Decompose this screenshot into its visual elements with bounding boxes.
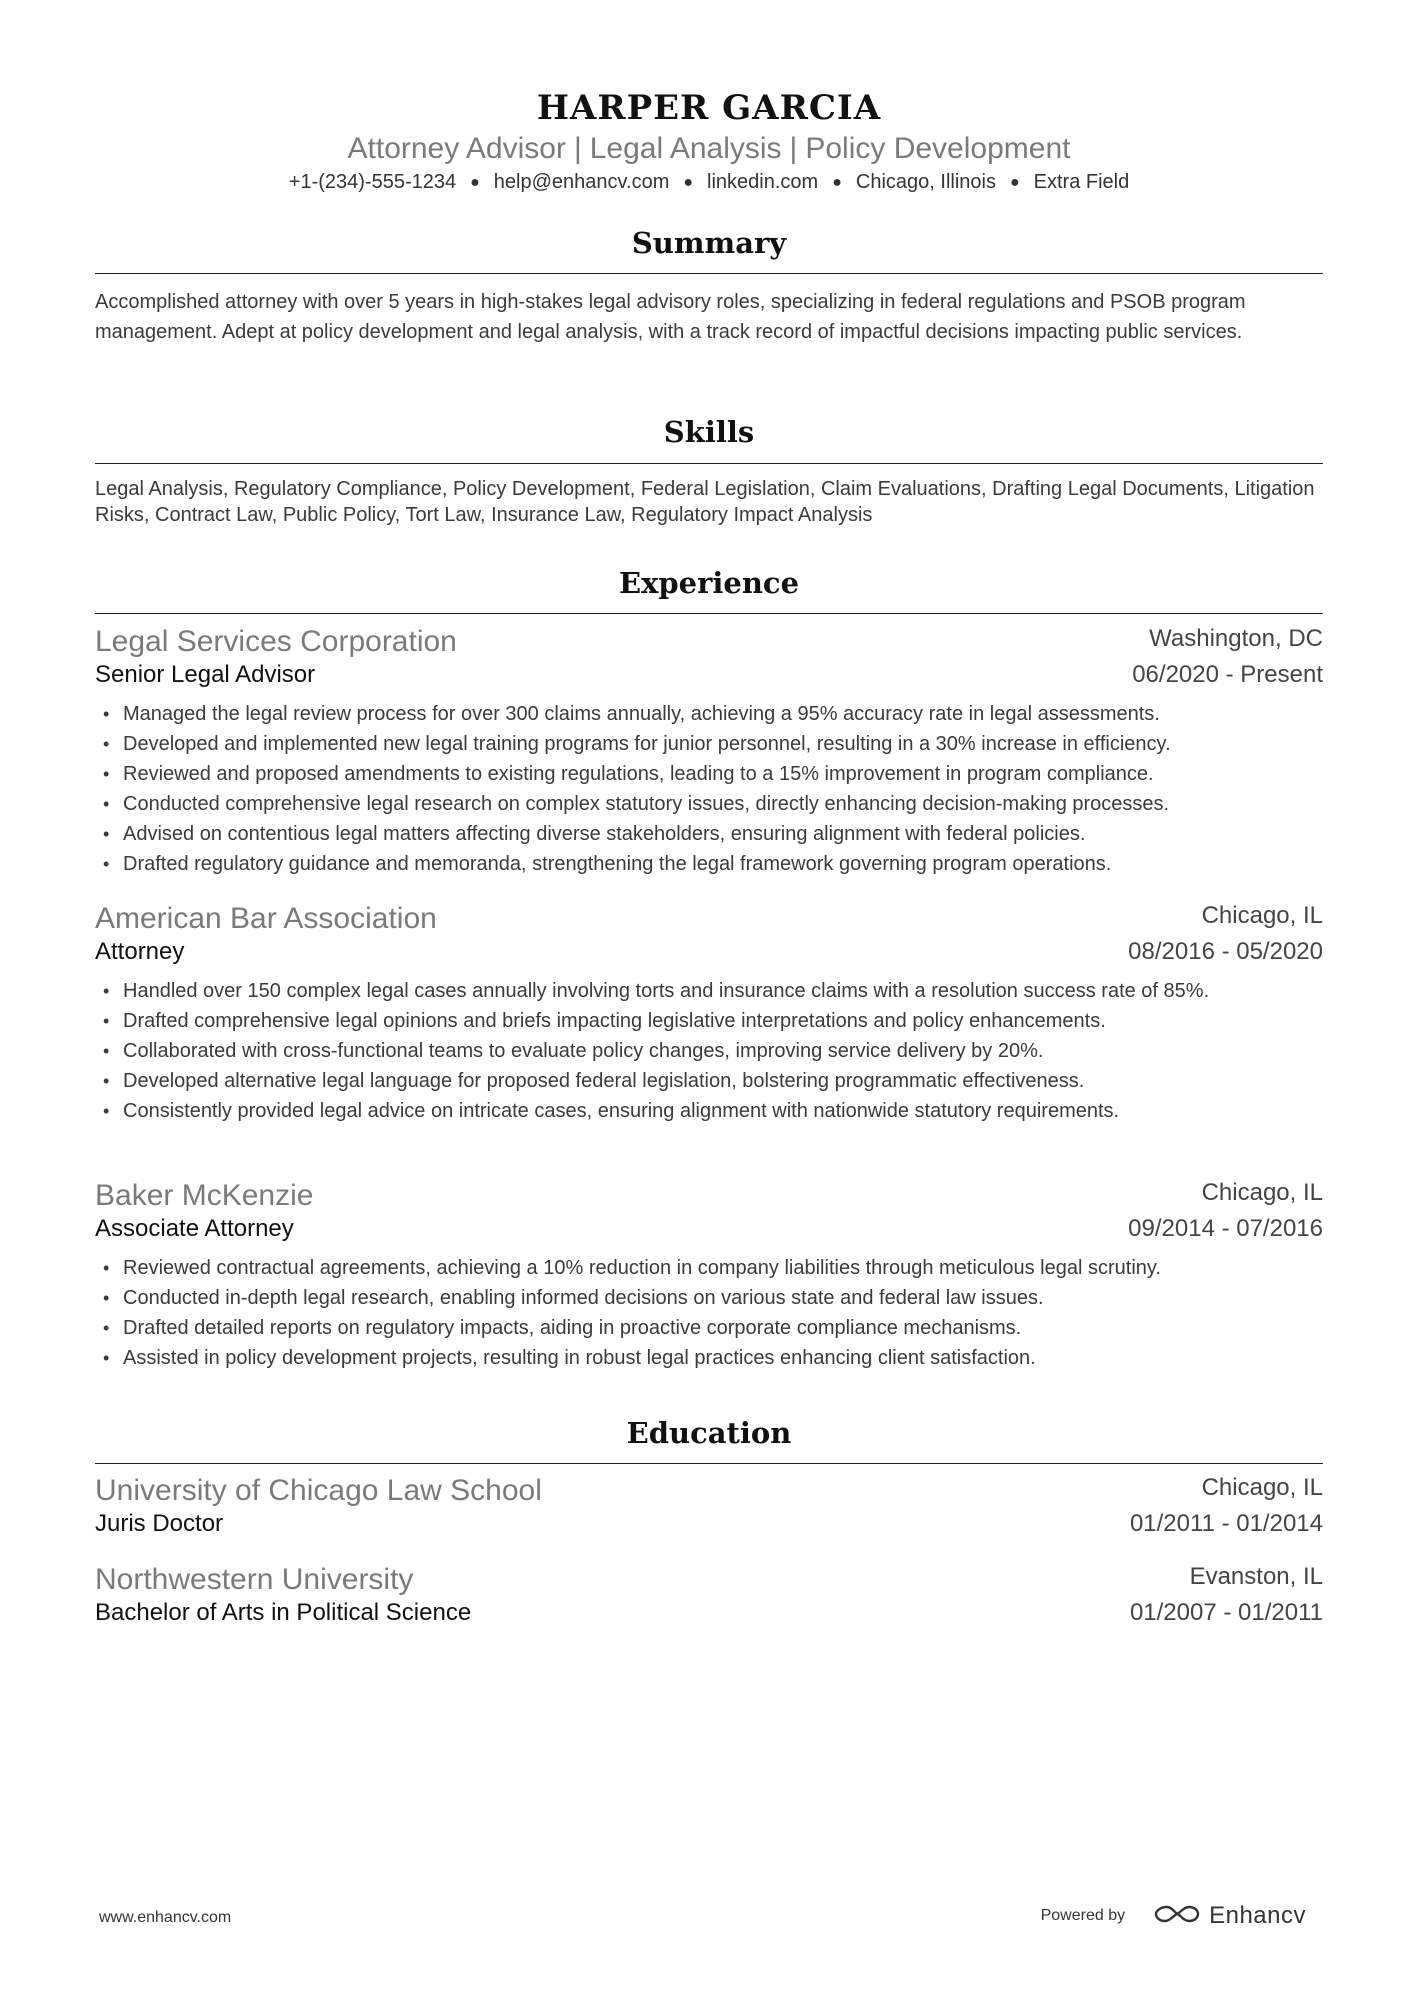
bullet-separator-icon: ● (832, 174, 842, 191)
skills-text: Legal Analysis, Regulatory Compliance, Policy Development, Federal Legislation, Claim Evaluations, Drafting Legal Documents, Litigation Risks, Contract Law, Public Policy, Tort Law, Insurance Law, Regulatory Impact Analysis (95, 478, 1315, 526)
list-item: • Drafted regulatory guidance and memoranda, strengthening the legal framework governing program operations. (95, 849, 1323, 879)
summary-text: Accomplished attorney with over 5 years in high-stakes legal advisory roles, specializing in federal regulations and PSOB program management. Adept at policy development and legal analysis, with a track record of impactful decisions impacting public services. (95, 291, 1246, 343)
headline-title-3: Policy Development (805, 132, 1071, 165)
brand-name: Enhancv (1209, 1902, 1306, 1929)
experience-entry (95, 1179, 1323, 1373)
job-title: Associate Attorney (95, 1215, 294, 1242)
company-name: American Bar Association (95, 902, 437, 935)
contact-extra-field: Extra Field (1033, 171, 1130, 193)
bullet-separator-icon: ● (683, 174, 694, 191)
list-item: • Consistently provided legal advice on intricate cases, ensuring alignment with nationwide statutory requirements. (95, 1096, 1323, 1126)
section-divider (95, 613, 1323, 614)
job-title: Senior Legal Advisor (95, 661, 316, 688)
education-entry (95, 1563, 1323, 1633)
contact-email[interactable]: help@enhancv.com (493, 171, 670, 193)
company-name: Legal Services Corporation (95, 625, 457, 658)
job-dates: 06/2020 - Present (1132, 661, 1323, 688)
education-dates: 01/2007 - 01/2011 (1129, 1599, 1323, 1626)
experience-entry (95, 902, 1323, 1126)
education-heading: Education (626, 1416, 792, 1450)
job-location: Chicago, IL (1201, 902, 1323, 929)
experience-heading: Experience (618, 566, 800, 600)
list-item: • Collaborated with cross-functional teams to evaluate policy changes, improving service delivery by 20%. (95, 1036, 1323, 1066)
list-item: • Developed alternative legal language for proposed federal legislation, bolstering programmatic effectiveness. (95, 1066, 1323, 1096)
footer-branding[interactable] (1041, 1902, 1306, 1930)
job-title: Attorney (95, 938, 185, 965)
section-divider (95, 273, 1323, 274)
list-item: • Advised on contentious legal matters affecting diverse stakeholders, ensuring alignment with federal policies. (95, 819, 1323, 849)
job-dates: 08/2016 - 05/2020 (1128, 938, 1323, 965)
list-item: • Reviewed contractual agreements, achieving a 10% reduction in company liabilities through meticulous legal scrutiny. (95, 1253, 1323, 1283)
contact-linkedin[interactable]: linkedin.com (707, 171, 819, 193)
list-item: • Drafted comprehensive legal opinions and briefs impacting legislative interpretations and policy enhancements. (95, 1006, 1323, 1036)
job-location: Chicago, IL (1201, 1179, 1323, 1206)
headline-title-1: Attorney Advisor (347, 132, 566, 165)
footer-website-link[interactable]: www.enhancv.com (99, 1909, 232, 1926)
experience-entry (95, 625, 1323, 879)
skills-heading: Skills (663, 415, 755, 449)
school-name: Northwestern University (95, 1563, 414, 1596)
list-item: • Reviewed and proposed amendments to existing regulations, leading to a 15% improvement in program compliance. (95, 759, 1323, 789)
candidate-name: HARPER GARCIA (536, 88, 882, 128)
contact-location: Chicago, Illinois (855, 171, 996, 193)
bullet-separator-icon: ● (470, 174, 480, 191)
section-divider (95, 1463, 1323, 1464)
list-item: • Assisted in policy development projects, resulting in robust legal practices enhancing client satisfaction. (95, 1343, 1323, 1373)
list-item: • Conducted comprehensive legal research on complex statutory issues, directly enhancing decision-making processes. (95, 789, 1323, 819)
section-divider (95, 463, 1323, 464)
degree: Juris Doctor (95, 1510, 224, 1537)
headline-title-2: Legal Analysis (589, 132, 782, 165)
job-location: Washington, DC (1149, 625, 1323, 652)
school-location: Evanston, IL (1189, 1563, 1323, 1590)
contact-line (95, 171, 1323, 194)
summary-heading: Summary (631, 226, 787, 260)
job-bullets (95, 1253, 1323, 1373)
school-location: Chicago, IL (1201, 1474, 1323, 1501)
school-name: University of Chicago Law School (95, 1474, 542, 1507)
degree: Bachelor of Arts in Political Science (95, 1599, 472, 1626)
job-bullets (95, 699, 1323, 879)
powered-by-label: Powered by (1040, 1907, 1126, 1924)
job-dates: 09/2014 - 07/2016 (1128, 1215, 1323, 1242)
contact-phone[interactable]: +1-(234)-555-1234 (288, 171, 457, 193)
list-item: • Conducted in-depth legal research, enabling informed decisions on various state and federal law issues. (95, 1283, 1323, 1313)
list-item: • Handled over 150 complex legal cases annually involving torts and insurance claims with a resolution success rate of 85%. (95, 976, 1323, 1006)
headline-titles (95, 132, 1323, 166)
bullet-separator-icon: ● (1009, 174, 1020, 191)
list-item: • Drafted detailed reports on regulatory impacts, aiding in proactive corporate compliance mechanisms. (95, 1313, 1323, 1343)
enhancv-logo-icon (1153, 1903, 1201, 1930)
title-separator: | (789, 132, 798, 165)
title-separator: | (573, 132, 582, 165)
education-dates: 01/2011 - 01/2014 (1129, 1510, 1323, 1537)
job-bullets (95, 976, 1323, 1126)
education-entry (95, 1474, 1323, 1544)
company-name: Baker McKenzie (95, 1179, 314, 1212)
list-item: • Developed and implemented new legal training programs for junior personnel, resulting in a 30% increase in efficiency. (95, 729, 1323, 759)
list-item: • Managed the legal review process for over 300 claims annually, achieving a 95% accuracy rate in legal assessments. (95, 699, 1323, 729)
